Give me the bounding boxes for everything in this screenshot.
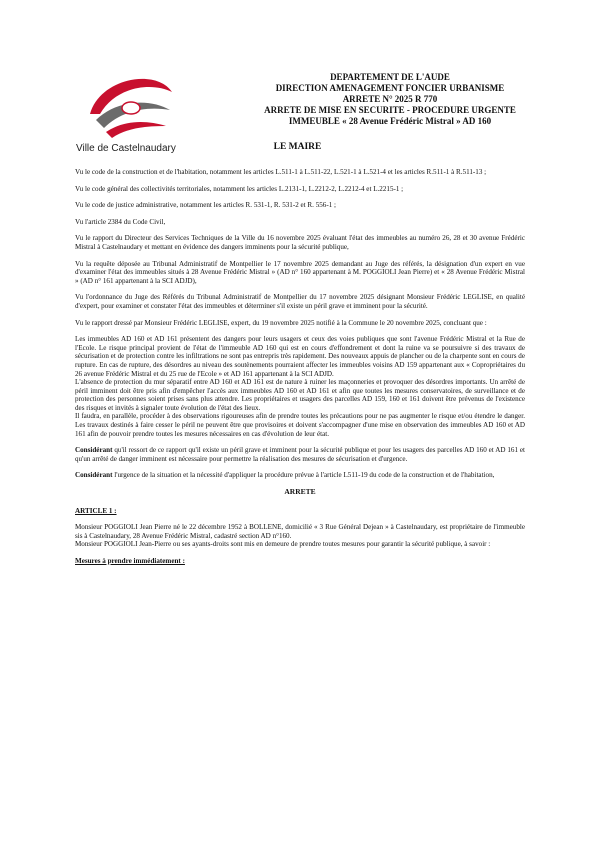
mesures-heading: Mesures à prendre immédiatement : xyxy=(75,557,185,565)
arrete-title: ARRETE xyxy=(284,487,316,497)
header-arrete-number: ARRETE N° 2025 R 770 xyxy=(342,94,438,104)
considerant-lead: Considérant xyxy=(75,471,113,480)
considerant-text: l'urgence de la situation et la nécessité d'appliquer la procédure prévue à l'article L511-19 du code de la construction et de l'habitation, xyxy=(114,471,495,480)
conclusion-paragraph: L'absence de protection du mur séparatif entre AD 160 et AD 161 est de nature à ruiner les maçonneries et provoquer des désordres importants. Un arrêté de péril imminent doit être pris afin d'empêcher l'accès aux immeubles AD 160 et AD 161 et afin que toutes les mesures conservatoires, de surveillance et de protection des personnes soient prises sans plus attendre. Les propriétaires et usagers des parcelles AD 159, 160 et 161 doivent être prévenus de l'existence des risques et invités à signaler toute évolution de l'état des lieux. xyxy=(75,378,525,412)
vu-paragraph: Vu le code de justice administrative, notamment les articles R. 531-1, R. 531-2 et R. 556-1 ; xyxy=(75,201,336,210)
vu-paragraph: Vu le rapport du Directeur des Services Techniques de la Ville du 16 novembre 2025 évaluant l'état des immeubles au numéro 26, 28 et 30 avenue Frédéric Mistral à Castelnaudary et mettant en évidence des dangers imminents pour la sécurité publique, xyxy=(75,234,525,251)
vu-paragraph: Vu le code général des collectivités territoriales, notamment les articles L.2131-1, L.2212-2, L.2212-4 et L.2215-1 ; xyxy=(75,184,404,193)
considerant-lead: Considérant xyxy=(75,446,113,455)
considerant-paragraph xyxy=(75,446,525,463)
vu-paragraph: Vu le rapport dressé par Monsieur Frédéric LEGLISE, expert, du 19 novembre 2025 notifié à la Commune le 20 novembre 2025, concluant que : xyxy=(75,318,487,327)
article-1-owner: Monsieur POGGIOLI Jean Pierre né le 22 décembre 1952 à BOLLENE, domicilié « 3 Rue Général Dejean » à Castelnaudary, est propriétaire de l'immeuble sis à Castelnaudary, 28 Avenue Frédéric Mistral, cadastré section AD n°160. xyxy=(75,523,525,540)
document-header xyxy=(250,72,530,127)
header-department: DEPARTEMENT DE L'AUDE xyxy=(330,72,450,82)
header-building: IMMEUBLE « 28 Avenue Frédéric Mistral » AD 160 xyxy=(288,116,492,126)
vu-paragraph: Vu l'article 2384 du Code Civil, xyxy=(75,217,166,226)
header-procedure: ARRETE DE MISE EN SECURITE - PROCEDURE URGENTE xyxy=(264,105,516,115)
page-title: LE MAIRE xyxy=(273,142,322,152)
document-body xyxy=(75,168,525,574)
header-direction: DIRECTION AMENAGEMENT FONCIER URBANISME xyxy=(275,83,505,93)
conclusion-paragraph: Il faudra, en parallèle, procéder à des observations rigoureuses afin de prendre toutes les précautions pour ne pas augmenter le risque et/ou étendre le danger. Les travaux destinés à faire cesser le péril ne peuvent être que provisoires et doivent s'accompagner d'une mise en observation des immeubles AD 160 et AD 161 afin de pouvoir prendre toutes les mesures nécessaires en cas d'évolution de leur état. xyxy=(75,412,525,438)
article-1-title: ARTICLE 1 : xyxy=(75,506,117,515)
article-1-demand: Monsieur POGGIOLI Jean-Pierre ou ses ayants-droits sont mis en demeure de prendre toutes mesures pour garantir la sécurité publique, à savoir : xyxy=(75,540,491,549)
considerant-paragraph xyxy=(75,471,525,480)
vu-paragraph: Vu le code de la construction et de l'habitation, notamment les articles L.511-1 à L.511-22, L.521-1 à L.521-4 et les articles R.511-1 à R.511-13 ; xyxy=(75,168,487,176)
vu-paragraph: Vu l'ordonnance du Juge des Référés du Tribunal Administratif de Montpellier du 17 novembre 2025 désignant Monsieur Frédéric LEGLISE, en qualité d'expert, pour examiner et constater l'état des immeubles et déterminer s'il existe un péril grave et imminent pour la sécurité. xyxy=(75,293,525,310)
vu-paragraph: Vu la requête déposée au Tribunal Administratif de Montpellier le 17 novembre 2025 demandant au Juge des référés, la désignation d'un expert en vue d'examiner l'état des immeubles situés à 28 Avenue Frédéric Mistral » (AD n° 160 appartenant à M. POGGIOLI Jean Pierre) et « 28 Avenue Frédéric Mistral » (AD n° 161 appartenant à la SCI ADJD), xyxy=(75,259,525,285)
conclusion-paragraph: Les immeubles AD 160 et AD 161 présentent des dangers pour leurs usagers et ceux des voies publiques que sont l'avenue Frédéric Mistral et la Rue de l'Ecole. Le risque principal provient de l'état de l'immeuble AD 160 qui est en cours d'effondrement et dont la ruine va se poursuivre si des travaux de sécurisation et de protection contre les infiltrations ne sont pas entrepris très rapidement. Des nouveaux appuis de plancher ou de la charpente sont en cours de rupture. En cas de rupture, des désordres au niveau des soutènements pourraient affecter les immeubles voisins AD 159 appartenant aux « Copropriétaires du 26 avenue Frédéric Mistral et du 25 rue de l'Ecole » et AD 161 appartenant à la SCI ADJD. xyxy=(75,335,525,378)
city-name: Ville de Castelnaudary xyxy=(76,143,176,154)
castelnaudary-emblem-icon xyxy=(86,70,176,142)
considerant-text: qu'il ressort de ce rapport qu'il existe un péril grave et imminent pour la sécurité publique et pour les usagers des parcelles AD 160 et AD 161 et qu'un arrêté de danger imminent est nécessaire pour permettre la réalisation des mesures de sécurisation et d'urgence. xyxy=(75,446,525,463)
